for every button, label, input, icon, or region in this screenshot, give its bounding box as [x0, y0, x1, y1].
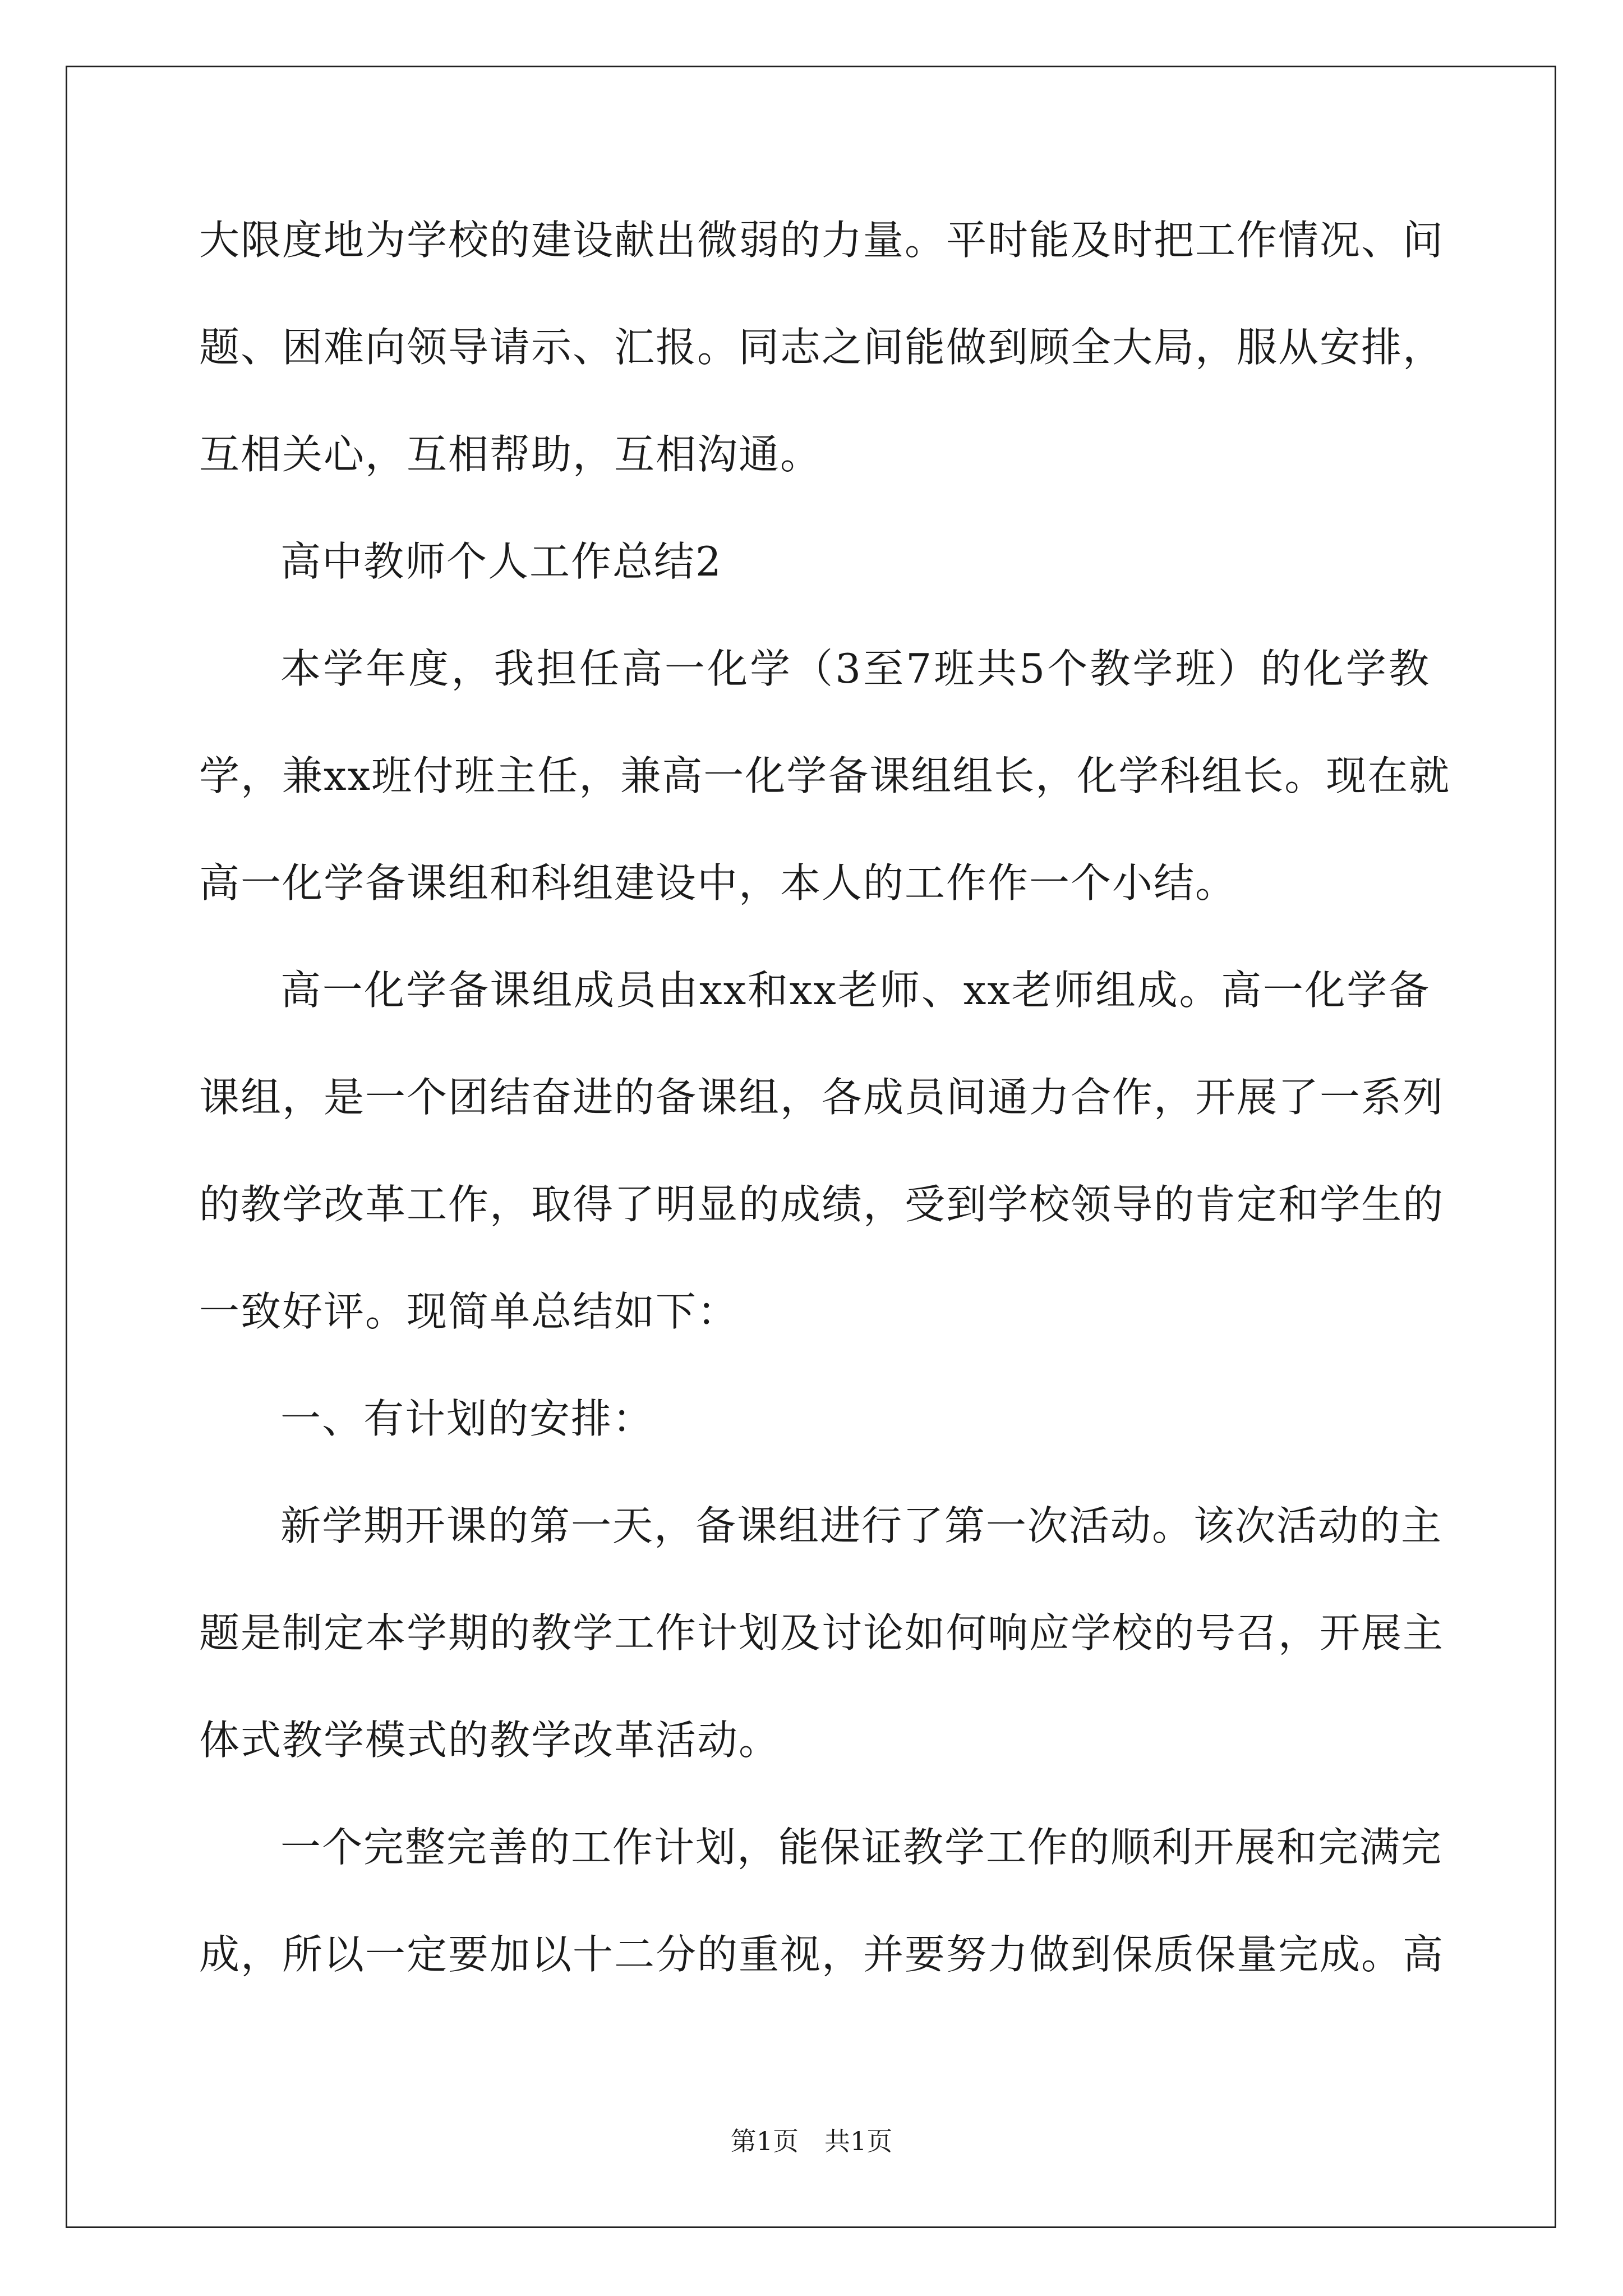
- text-line: 大限度地为学校的建设献出微弱的力量。平时能及时把工作情况、问: [199, 217, 1445, 264]
- text-line: 本学年度，我担任高一化学（3至7班共5个教学班）的化学教: [280, 645, 1430, 692]
- text-line: 的教学改革工作，取得了明显的成绩，受到学校领导的肯定和学生的: [199, 1181, 1445, 1228]
- text-line: 题是制定本学期的教学工作计划及讨论如何响应学校的号召，开展主: [199, 1609, 1445, 1657]
- section-heading: 高中教师个人工作总结2: [280, 538, 722, 585]
- text-line: 高一化学备课组和科组建设中，本人的工作作一个小结。: [199, 859, 1237, 907]
- document-body: [199, 217, 1451, 2040]
- text-line: 一个完整完善的工作计划，能保证教学工作的顺利开展和完满完: [280, 1824, 1443, 1871]
- text-line: 体式教学模式的教学改革活动。: [199, 1717, 781, 1764]
- text-line: 题、困难向领导请示、汇报。同志之间能做到顾全大局，服从安排，: [199, 324, 1445, 371]
- text-line: 互相关心，互相帮助，互相沟通。: [199, 431, 822, 478]
- text-line: 高一化学备课组成员由xx和xx老师、xx老师组成。高一化学备: [280, 967, 1430, 1014]
- text-line: 成，所以一定要加以十二分的重视，并要努力做到保质保量完成。高: [199, 1931, 1445, 1978]
- text-line: 一致好评。现简单总结如下：: [199, 1288, 739, 1335]
- text-line: 学，兼xx班付班主任，兼高一化学备课组组长，化学科组长。现在就: [199, 752, 1451, 799]
- subheading: 一、有计划的安排：: [280, 1395, 654, 1442]
- text-line: 课组，是一个团结奋进的备课组，各成员间通力合作，开展了一系列: [199, 1074, 1445, 1121]
- text-line: 新学期开课的第一天，备课组进行了第一次活动。该次活动的主: [280, 1502, 1443, 1549]
- page-footer: 第1页 共1页: [730, 2126, 893, 2156]
